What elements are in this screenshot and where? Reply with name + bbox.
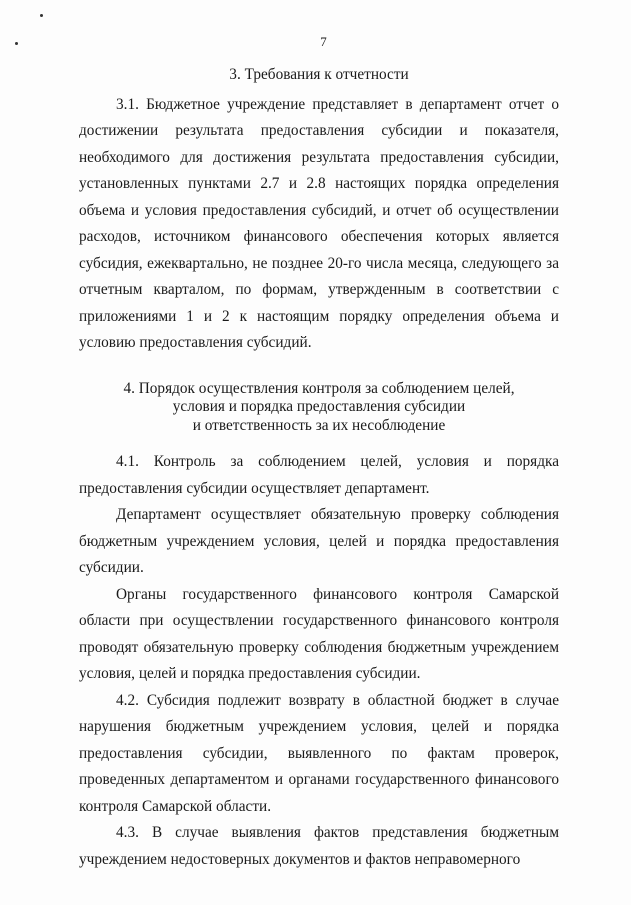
- section-4-heading-line-3: и ответственность за их несоблюдение: [192, 416, 446, 434]
- paragraph-4-1: 4.1. Контроль за соблюдением целей, условия и порядка предоставления субсидии осуществляет департамент.: [79, 453, 559, 497]
- paragraph-4-1-control-bodies: Органы государственного финансового контроля Самарской области при осуществлении государственного финансового контроля проводят обязательную проверку соблюдения бюджетным учреждением условия, целей и порядка предоставления субсидии.: [79, 585, 559, 682]
- section-4-heading-line-2: условия и порядка предоставления субсидии: [172, 398, 466, 415]
- paragraph-4-1-department: Департамент осуществляет обязательную проверку соблюдения бюджетным учреждением условия, целей и порядка предоставления субсидии.: [79, 506, 559, 576]
- section-3-heading: 3. Требования к отчетности: [229, 66, 409, 83]
- section-4-heading-line-1: 4. Порядок осуществления контроля за соблюдением целей,: [123, 379, 515, 397]
- scan-speck: [40, 14, 43, 17]
- page-number: 7: [320, 34, 327, 49]
- paragraph-3-1: 3.1. Бюджетное учреждение представляет в департамент отчет о достижении результата предоставления субсидии и показателя, необходимого для достижения результата предоставления субсидии, установленных пунктами 2.7 и 2.8 настоящих порядка определения объема и условия предоставления субсидий, и отчет об осуществлении расходов, источником финансового обеспечения которых является субсидия, ежеквартально, не позднее 20-го числа месяца, следующего за отчетным кварталом, по формам, утвержденным в соответствии с приложениями 1 и 2 к настоящим порядку определения объема и условию предоставления субсидий.: [79, 95, 559, 351]
- paragraph-4-3: 4.3. В случае выявления фактов представления бюджетным учреждением недостоверных документов и фактов неправомерного: [79, 824, 559, 868]
- paragraph-4-2: 4.2. Субсидия подлежит возврату в областной бюджет в случае нарушения бюджетным учреждением условия, целей и порядка предоставления субсидии, выявленного по фактам проверок, проведенных департаментом и органами государственного финансового контроля Самарской области.: [79, 691, 559, 815]
- document-body: [79, 62, 559, 873]
